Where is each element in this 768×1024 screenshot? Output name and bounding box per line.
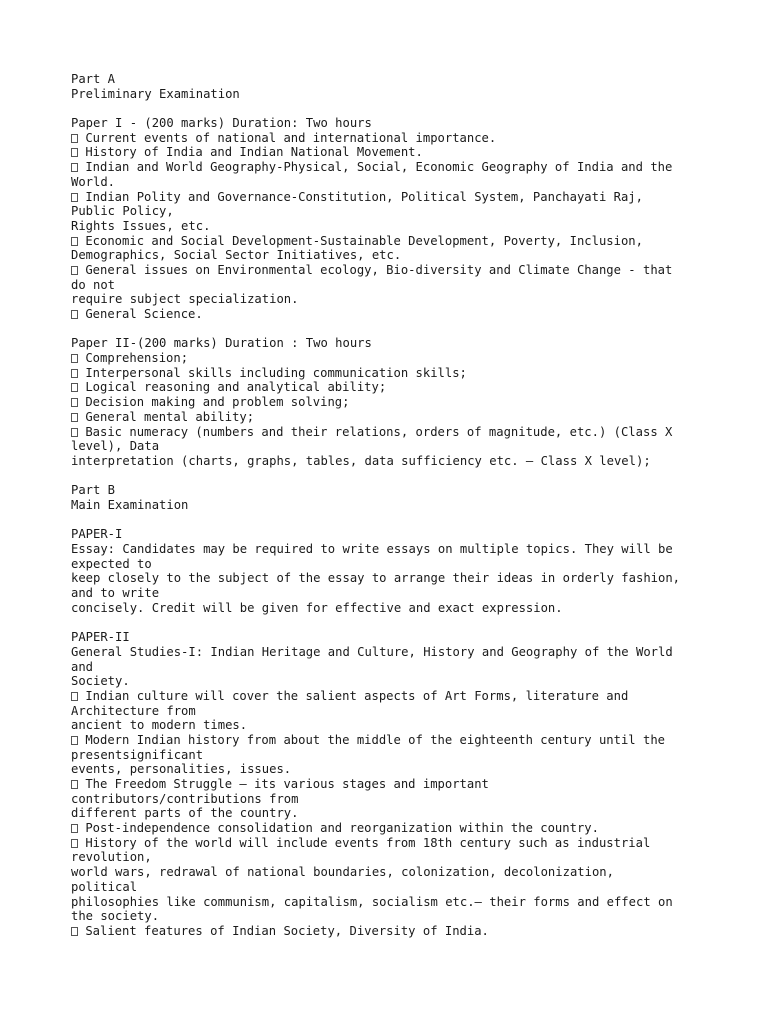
bullet-line [71, 733, 761, 748]
line-text: Part A [71, 72, 116, 86]
bullet-line [71, 395, 761, 410]
blank-line [71, 513, 761, 528]
line-text: General Science. [78, 307, 203, 321]
missing-glyph-bullet-icon [71, 927, 78, 936]
text-line [71, 219, 761, 234]
line-text: Indian and World Geography-Physical, Social, Economic Geography of India and the [78, 160, 673, 175]
line-text: Society. [71, 674, 130, 689]
line-text: expected to [71, 556, 152, 571]
text-line [71, 557, 761, 572]
text-line [71, 909, 761, 924]
line-text: Architecture from [71, 703, 196, 718]
bullet-line [71, 263, 761, 278]
text-line [71, 645, 761, 660]
line-text: different parts of the country. [71, 806, 299, 821]
blank-line [71, 615, 761, 630]
text-line [71, 439, 761, 454]
text-line [71, 278, 761, 293]
line-text: General issues on Environmental ecology, Bio-diversity and Climate Change - that [78, 262, 673, 277]
line-text: PAPER-I [71, 527, 123, 542]
text-line [71, 865, 761, 880]
text-line [71, 483, 761, 498]
bullet-line [71, 836, 761, 851]
line-text: Main Examination [71, 497, 189, 512]
line-text: philosophies like communism, capitalism, socialism etc.— their forms and effect on [71, 894, 673, 909]
bullet-line [71, 410, 761, 425]
line-text: presentsignificant [71, 747, 204, 762]
line-text: General Studies-I: Indian Heritage and Culture, History and Geography of the World [71, 644, 673, 659]
text-line [71, 586, 761, 601]
line-text: keep closely to the subject of the essay to arrange their ideas in orderly fashion, [71, 571, 681, 586]
text-line [71, 880, 761, 895]
line-text: General mental ability; [78, 409, 255, 424]
missing-glyph-bullet-icon [71, 163, 78, 172]
line-text: events, personalities, issues. [71, 762, 292, 777]
missing-glyph-bullet-icon [71, 398, 78, 407]
bullet-line [71, 234, 761, 249]
line-text: Decision making and problem solving; [78, 395, 350, 410]
bullet-line [71, 425, 761, 440]
bullet-line [71, 821, 761, 836]
line-text: the society. [71, 909, 160, 924]
missing-glyph-bullet-icon [71, 193, 78, 202]
bullet-line [71, 924, 761, 939]
missing-glyph-bullet-icon [71, 134, 78, 143]
line-text: Economic and Social Development-Sustainable Development, Poverty, Inclusion, [78, 233, 643, 248]
line-text: History of India and Indian National Movement. [78, 145, 423, 160]
line-text: Interpersonal skills including communication skills; [78, 365, 467, 380]
bullet-line [71, 307, 761, 322]
line-text: History of the world will include events from 18th century such as industrial [78, 835, 651, 850]
line-text: Indian Polity and Governance-Constitution, Political System, Panchayati Raj, [78, 189, 643, 204]
line-text: Logical reasoning and analytical ability; [78, 380, 387, 395]
missing-glyph-bullet-icon [71, 266, 78, 275]
text-line [71, 498, 761, 513]
text-line [71, 630, 761, 645]
line-text: Modern Indian history from about the middle of the eighteenth century until the [78, 732, 665, 747]
text-line [71, 601, 761, 616]
line-text: Salient features of Indian Society, Diversity of India. [78, 923, 489, 938]
text-line [71, 704, 761, 719]
line-text: Comprehension; [78, 351, 189, 366]
missing-glyph-bullet-icon [71, 310, 78, 319]
line-text: The Freedom Struggle — its various stages and important [78, 777, 489, 791]
missing-glyph-bullet-icon [71, 824, 78, 833]
blank-line [71, 322, 761, 337]
bullet-line [71, 160, 761, 175]
text-line [71, 336, 761, 351]
text-line [71, 454, 761, 469]
missing-glyph-bullet-icon [71, 383, 78, 392]
line-text: require subject specialization. [71, 292, 299, 307]
blank-line [71, 101, 761, 116]
bullet-line [71, 366, 761, 381]
line-text: PAPER-II [71, 630, 130, 645]
line-text: contributors/contributions from [71, 791, 299, 806]
text-line [71, 762, 761, 777]
missing-glyph-bullet-icon [71, 413, 78, 422]
line-text: revolution, [71, 850, 152, 865]
line-text: Demographics, Social Sector Initiatives, etc. [71, 248, 402, 263]
text-line [71, 175, 761, 190]
missing-glyph-bullet-icon [71, 780, 78, 789]
line-text: Public Policy, [71, 204, 174, 219]
text-line [71, 792, 761, 807]
line-text: ancient to modern times. [71, 718, 248, 733]
bullet-line [71, 689, 761, 704]
bullet-line [71, 145, 761, 160]
missing-glyph-bullet-icon [71, 369, 78, 378]
text-line [71, 248, 761, 263]
line-text: political [71, 879, 138, 894]
text-line [71, 748, 761, 763]
missing-glyph-bullet-icon [71, 692, 78, 701]
text-line [71, 660, 761, 675]
missing-glyph-bullet-icon [71, 736, 78, 745]
missing-glyph-bullet-icon [71, 839, 78, 848]
line-text: Paper I - (200 marks) Duration: Two hours [71, 116, 372, 131]
text-line [71, 850, 761, 865]
missing-glyph-bullet-icon [71, 354, 78, 363]
bullet-line [71, 131, 761, 146]
line-text: Preliminary Examination [71, 86, 240, 101]
text-line [71, 674, 761, 689]
line-text: and to write [71, 586, 160, 601]
text-line [71, 542, 761, 557]
bullet-line [71, 380, 761, 395]
line-text: Post-independence consolidation and reorganization within the country. [78, 821, 599, 836]
line-text: and [71, 659, 94, 674]
line-text: Current events of national and international importance. [78, 130, 497, 145]
text-line [71, 292, 761, 307]
line-text: Part B [71, 483, 116, 498]
missing-glyph-bullet-icon [71, 237, 78, 246]
bullet-line [71, 777, 761, 792]
text-line [71, 116, 761, 131]
line-text: interpretation (charts, graphs, tables, data sufficiency etc. — Class X level); [71, 453, 651, 468]
missing-glyph-bullet-icon [71, 428, 78, 437]
line-text: Basic numeracy (numbers and their relations, orders of magnitude, etc.) (Class X [78, 424, 673, 439]
line-text: do not [71, 277, 116, 292]
text-line [71, 895, 761, 910]
line-text: World. [71, 174, 116, 189]
document-body [71, 72, 761, 939]
blank-line [71, 469, 761, 484]
text-line [71, 527, 761, 542]
line-text: Rights Issues, etc. [71, 218, 211, 233]
line-text: level), Data [71, 439, 160, 454]
text-line [71, 571, 761, 586]
missing-glyph-bullet-icon [71, 148, 78, 157]
text-line [71, 204, 761, 219]
bullet-line [71, 351, 761, 366]
text-line [71, 87, 761, 102]
text-line [71, 806, 761, 821]
line-text: Essay: Candidates may be required to write essays on multiple topics. They will be [71, 542, 673, 556]
line-text: Indian culture will cover the salient aspects of Art Forms, literature and [78, 688, 629, 703]
bullet-line [71, 190, 761, 205]
line-text: Paper II-(200 marks) Duration : Two hours [71, 336, 372, 351]
text-line [71, 718, 761, 733]
line-text: world wars, redrawal of national boundaries, colonization, decolonization, [71, 865, 614, 880]
line-text: concisely. Credit will be given for effective and exact expression. [71, 600, 563, 615]
text-line [71, 72, 761, 87]
